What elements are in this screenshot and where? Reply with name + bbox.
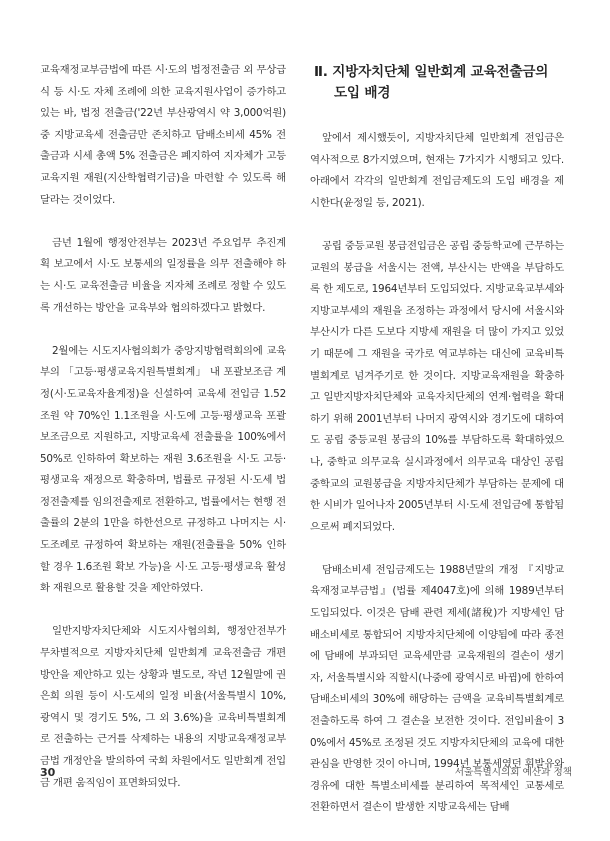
body-paragraph: 2월에는 시도지사협의회가 중앙지방협력회의에 교육부의 「고등·평생교육지원특별회계」 내 포괄보조금 계정(시·도교육자율계정)을 신설하여 교육세 전입금 1.52조원 약 70%인 1.1조원을 시·도에 고등·평생교육 포괄보조금으로 지원하고, 지방교육세 전출률을 100%에서 50%로 인하하여 확보하는 재원 3.6조원을 시·도 고등·평생교육 재정으로 확충하며, 법률로 규정된 시·도세 법정전출제를 임의전출제로 전환하고, 법률에서는 현행 전출률의 2분의 1만을 하한선으로 규정하고 나머지는 시·도조례로 규정하여 확보하는 재원(전출률을 50% 인하할 경우 1.6조원 확보 가능)을 시·도 고등·평생교육 활성화 재원으로 활용할 것을 제안하였다. [40, 344, 286, 595]
body-paragraph: 공립 중등교원 봉급전입금은 공립 중등학교에 근무하는 교원의 봉급을 서울시는 전액, 부산시는 반액을 부담하도록 한 제도로, 1964년부터 도입되었다. 지방교육교부세와 지방교부세의 재원을 조정하는 과정에서 당시에 서울시와 부산시가 다른 도보다 지방세 재원을 더 많이 가지고 있었기 때문에 그 재원을 국가로 역교부하는 대신에 교육비특별회계로 넘겨주기로 한 것이다. 지방교육재원을 확충하고 일반지방자치단체와 교육자치단체의 연계·협력을 확대하기 위해 2001년부터 나머지 광역시와 경기도에 대하여도 공립 중등교원 봉급의 10%를 부담하도록 확대하였으나, 중학교 의무교육 실시과정에서 의무교육 대상인 공립중학교의 교원봉급을 지방자치단체가 부담하는 문제에 대한 시비가 일어나자 2005년부터 시·도세 전입금에 통합됨으로써 폐지되었다. [310, 239, 564, 533]
body-paragraph: 교육재정교부금법에 따른 시·도의 법정전출금 외 무상급식 등 시·도 자체 조례에 의한 교육지원사업이 증가하고 있는 바, 법정 전출금('22년 부산광역시 약 3,000억원) 중 지방교육세 전출금만 존치하고 담배소비세 45% 전출금과 시세 총액 5% 전출금은 폐지하여 지자체가 고등교육지원 재원(지산학협력기금)을 마련할 수 있도록 해달라는 것이었다. [40, 64, 286, 206]
body-paragraph: 일반지방자치단체와 시도지사협의회, 행정안전부가 무차별적으로 지방자치단체 일반회계 교육전출금 개편방안을 제안하고 있는 상황과 별도로, 작년 12월말에 권은희 의원 등이 시·도세의 일정 비율(서울특별시 10%, 광역시 및 경기도 5%, 그 외 3.6%)을 교육비특별회계로 전출하는 근거를 삭제하는 내용의 지방교육재정교부금법 개정안을 발의하여 국회 차원에서도 일반회계 전입금 개편 움직임이 표면화되었다. [40, 625, 286, 789]
body-paragraph: 금년 1월에 행정안전부는 2023년 주요업무 추진계획 보고에서 시·도 보통세의 일정률을 의무 전출해야 하는 시·도 교육전출금 비율을 지자체 조례로 정할 수 있도록 개선하는 방안을 교육부와 협의하겠다고 밝혔다. [40, 236, 286, 314]
left-column [40, 60, 286, 816]
section-title-line1: 지방자치단체 일반회계 교육전출금의 [332, 64, 549, 80]
page-footer [40, 763, 572, 783]
body-paragraph: 담배소비세 전입금제도는 1988년말의 개정 『지방교육재정교부금법』(법률 제4047호)에 의해 1989년부터 도입되었다. 이것은 담배 관련 제세(諸稅)가 지방세인 담배소비세로 통합되어 지방자치단체에 이양됨에 따라 종전에 담배에 부과되던 교육세만큼 교육재원의 결손이 생기자, 서울특별시와 직할시(나중에 광역시로 바뀜)에 한하여 담배소비세의 30%에 해당하는 금액을 교육비특별회계로 전출하도록 하여 그 결손을 보전한 것이다. 전입비율이 30%에서 45%로 조정된 것도 지방자치단체의 교육에 대한 관심을 반영한 것이 아니며, 1994년 보통세였던 휘발유와 경유에 대한 특별소비세를 분리하여 목적세인 교통세로 전환하면서 결손이 발생한 지방교육세는 담배 [310, 563, 564, 814]
section-title-line2: 도입 배경 [334, 85, 391, 101]
body-paragraph: 앞에서 제시했듯이, 지방자치단체 일반회계 전입금은 역사적으로 8가지였으며, 현재는 7가지가 시행되고 있다. 아래에서 각각의 일반회계 전입금제도의 도입 배경을 제시한다(윤정일 등, 2021). [310, 132, 564, 209]
section-number: Ⅱ. [314, 64, 328, 80]
section-heading [310, 62, 564, 104]
page-number: 30 [40, 766, 56, 779]
right-column [310, 62, 564, 841]
publication-title: 서울특별시의회 예산과 정책 [454, 767, 572, 778]
